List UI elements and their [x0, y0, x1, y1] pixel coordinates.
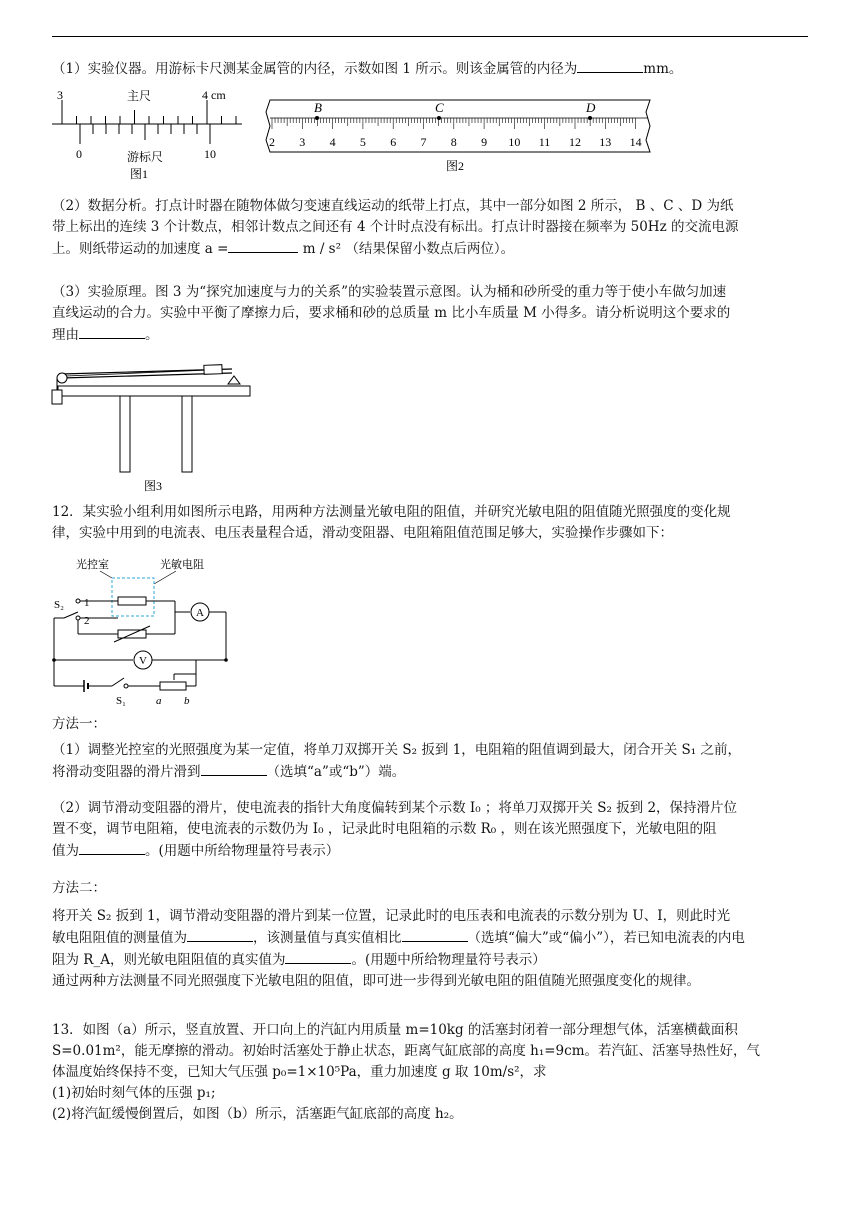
voltmeter-label: V: [139, 655, 147, 667]
fig2-ruler-label: 10: [508, 135, 521, 149]
answer-blank[interactable]: [187, 927, 253, 942]
q12-method1-step1: （1）调整光控室的光照强度为某一定值，将单刀双掷开关 S₂ 扳到 1，电阻箱的阻值调到最大，闭合开关 S₁ 之前， 将滑动变阻器的滑片滑到 （选填“a”或“b”）端。: [52, 742, 741, 780]
fig2-ruler-label: 5: [359, 135, 366, 149]
figure-2-paper-tape: [262, 96, 658, 176]
circuit-label-S1: S₁: [116, 695, 126, 707]
answer-blank[interactable]: [79, 840, 145, 855]
q13-statement: 13．如图（a）所示，竖直放置、开口向上的汽缸内用质量 m=10kg 的活塞封闭着一部分理想气体，活塞横截面积 S=0.01m²，能无摩擦的滑动。初始时活塞处于静止状态，距离气缸底部的高度 h₁=9cm。若汽缸、活塞导热性好，气 体温度始终保持不变，已知大气压强 p₀=1×10⁵Pa，重力加速度 g 取 10m/s²，求 (1)初始时刻气体的压强 p₁; (2)将汽缸缓慢倒置后，如图（b）所示，活塞距气缸底部的高度 h₂。: [52, 1022, 760, 1122]
figure-circuit: [50, 554, 240, 709]
circuit-label-S2: S₂: [54, 599, 64, 611]
fig2-ruler-label: 8: [450, 135, 457, 149]
fig1-vernier-0: 0: [76, 147, 82, 161]
fig2-point-D: D: [586, 100, 596, 115]
q11-part3: （3）实验原理。图 3 为“探究加速度与力的关系”的实验装置示意图。认为桶和砂所受的重力等于使小车做匀加速 直线运动的合力。实验中平衡了摩擦力后，要求桶和砂的总质量 m 比小车质量 M 小得多。请分析说明这个要求的 理由 。: [52, 284, 731, 343]
fig1-vernier-10: 10: [204, 147, 216, 161]
fig2-ruler-label: 6: [390, 135, 397, 149]
answer-blank[interactable]: [577, 58, 643, 73]
q12-intro: 12．某实验小组利用如图所示电路，用两种方法测量光敏电阻的阻值，并研究光敏电阻的阻值随光照强度的变化规 律，实验中用到的电流表、电压表量程合适，滑动变阻器、电阻箱阻值范围足够大，实验操作步骤如下：: [52, 504, 731, 541]
q12-method1-title: 方法一：: [52, 716, 106, 732]
fig1-tick-4cm: 4 cm: [202, 88, 226, 102]
answer-blank[interactable]: [228, 238, 298, 253]
answer-blank[interactable]: [402, 927, 468, 942]
circuit-label-ldr: 光敏电阻: [160, 559, 204, 571]
circuit-label-2: 2: [84, 615, 90, 627]
circuit-label-1: 1: [84, 597, 90, 609]
q12-method2-title: 方法二：: [52, 880, 106, 896]
fig2-ruler-label: 12: [569, 135, 581, 149]
circuit-label-a: a: [156, 695, 162, 707]
fig2-ruler-label: 4: [329, 135, 336, 149]
answer-blank[interactable]: [201, 761, 267, 776]
q11-part1-unit: mm。: [643, 61, 683, 77]
fig2-point-C: C: [435, 100, 444, 115]
fig2-point-B: B: [314, 100, 322, 115]
fig2-caption: 图2: [446, 159, 465, 173]
fig1-caption: 图1: [130, 167, 149, 181]
circuit-label-b: b: [184, 695, 190, 707]
ammeter-label: A: [196, 607, 204, 619]
fig2-ruler-label: 7: [420, 135, 427, 149]
q13-sub1: (1)初始时刻气体的压强 p₁;: [52, 1085, 216, 1101]
figure-3-apparatus: [50, 360, 260, 500]
fig2-ruler-label: 11: [538, 135, 551, 149]
q12-method2-body: 将开关 S₂ 扳到 1，调节滑动变阻器的滑片到某一位置，记录此时的电压表和电流表的示数分别为 U、I，则此时光 敏电阻阻值的测量值为 ，该测量值与真实值相比 （选填“偏大”或“偏小”），若已知电流表的内电 阻为 R_A，则光敏电阻阻值的真实值为 。(用题中所给物理量符号表示） 通过两种方法测量不同光照强度下光敏电阻的阻值，即可进一步得到光敏电阻的阻值随光照强度变化的规律。: [52, 908, 745, 989]
fig2-ruler-label: 14: [629, 135, 642, 149]
q11-part1-text: （1）实验仪器。用游标卡尺测某金属管的内径，示数如图 1 所示。则该金属管的内径为: [52, 61, 578, 77]
q13-sub2: (2)将汽缸缓慢倒置后，如图（b）所示，活塞距气缸底部的高度 h₂。: [52, 1106, 463, 1122]
q11-part2: （2）数据分析。打点计时器在随物体做匀变速直线运动的纸带上打点，其中一部分如图 2 所示， B 、C 、D 为纸 带上标出的连续 3 个计数点，相邻计数点之间还有 4 个计时点没有标出。打点计时器接在频率为 50Hz 的交流电源 上。则纸带运动的加速度 a = m / s² （结果保留小数点后两位）。: [52, 198, 739, 257]
header-rule: [52, 36, 808, 37]
q11-part1: [52, 58, 808, 80]
fig3-caption: 图3: [144, 479, 163, 493]
fig2-ruler-label: 13: [599, 135, 612, 149]
fig2-ruler-label: 3: [299, 135, 306, 149]
answer-blank[interactable]: [79, 324, 145, 339]
figure-1-vernier-caliper: [52, 86, 252, 186]
q12-method1-step2: （2）调节滑动变阻器的滑片，使电流表的指针大角度偏转到某个示数 I₀ ；将单刀双掷开关 S₂ 扳到 2，保持滑片位 置不变，调节电阻箱，使电流表的示数仍为 I₀ ，记录此时电阻箱的示数 R₀ ，则在该光照强度下，光敏电阻的阻 值为 。(用题中所给物理量符号表示）: [52, 800, 738, 859]
fig1-vernier-label: 游标尺: [127, 150, 164, 164]
fig1-main-scale-label: 主尺: [127, 89, 152, 103]
fig1-tick-3: 3: [57, 88, 63, 102]
fig2-ruler-label: 9: [481, 135, 488, 149]
answer-blank[interactable]: [285, 949, 351, 964]
fig2-ruler-label: 2: [269, 135, 275, 149]
circuit-label-room: 光控室: [76, 559, 109, 571]
